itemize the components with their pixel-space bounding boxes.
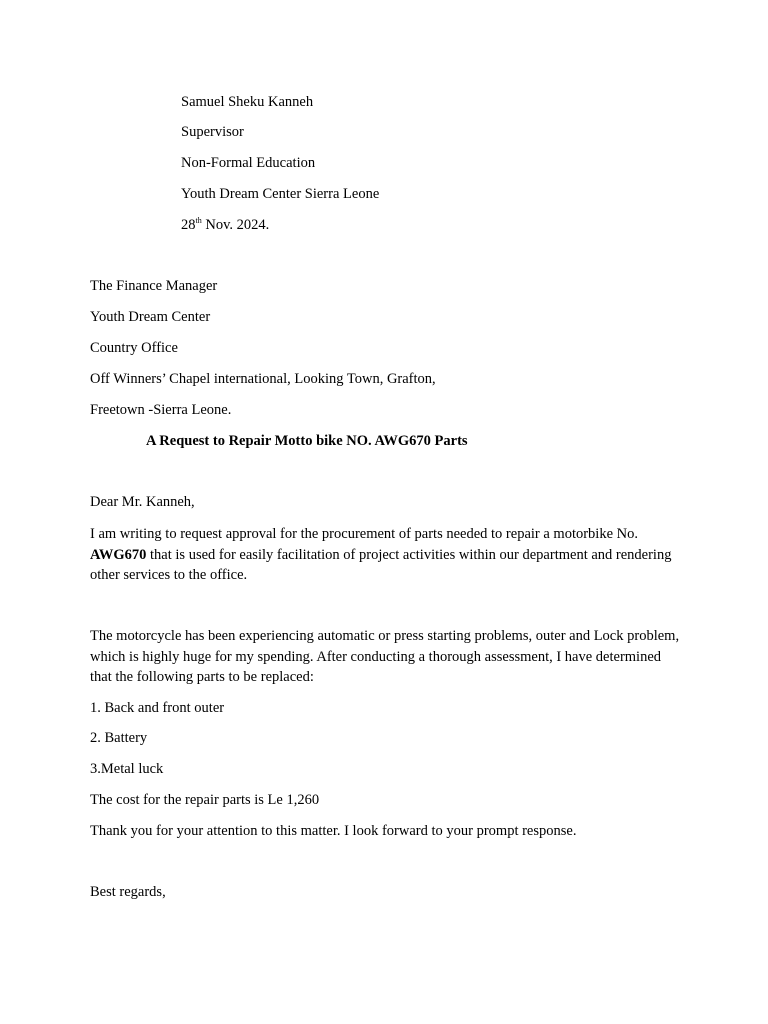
recipient-office: Country Office — [90, 340, 178, 356]
cost-line: The cost for the repair parts is Le 1,260 — [90, 792, 320, 808]
paragraph-problem: The motorcycle has been experiencing automatic or press starting problems, outer and Lock problem, which is highly huge for my spending. After conducting a thorough assessment, I have determined that the following parts to be replaced: — [90, 628, 680, 685]
sender-department: Non-Formal Education — [181, 155, 316, 171]
paragraph-request-start: I am writing to request approval for the procurement of parts needed to repair a motorbike No. — [90, 526, 638, 542]
recipient-organization: Youth Dream Center — [90, 309, 211, 325]
sender-organization: Youth Dream Center Sierra Leone — [181, 186, 380, 202]
parts-list-item: 1. Back and front outer — [90, 700, 225, 716]
sender-title: Supervisor — [181, 124, 244, 140]
closing: Best regards, — [90, 884, 166, 900]
parts-list-item: 3.Metal luck — [90, 761, 164, 777]
letter-subject: A Request to Repair Motto bike NO. AWG670 Parts — [146, 433, 468, 449]
date-rest: Nov. 2024. — [201, 217, 270, 233]
motorbike-number: AWG670 — [90, 546, 147, 563]
paragraph-request-end: that is used for easily facilitation of project activities within our department and rendering other services to the office. — [90, 546, 672, 583]
recipient-address: Off Winners’ Chapel international, Looking Town, Grafton, — [90, 371, 436, 387]
date-day: 28 — [181, 217, 196, 233]
letter-date — [181, 215, 269, 235]
recipient-city: Freetown -Sierra Leone. — [90, 402, 232, 418]
date-suffix: th — [195, 216, 202, 226]
parts-list-item: 2. Battery — [90, 730, 148, 746]
recipient-title: The Finance Manager — [90, 278, 218, 294]
sender-name: Samuel Sheku Kanneh — [181, 94, 314, 110]
paragraph-request — [90, 524, 680, 586]
thanks-line: Thank you for your attention to this matter. I look forward to your prompt response. — [90, 823, 577, 839]
salutation: Dear Mr. Kanneh, — [90, 494, 195, 510]
